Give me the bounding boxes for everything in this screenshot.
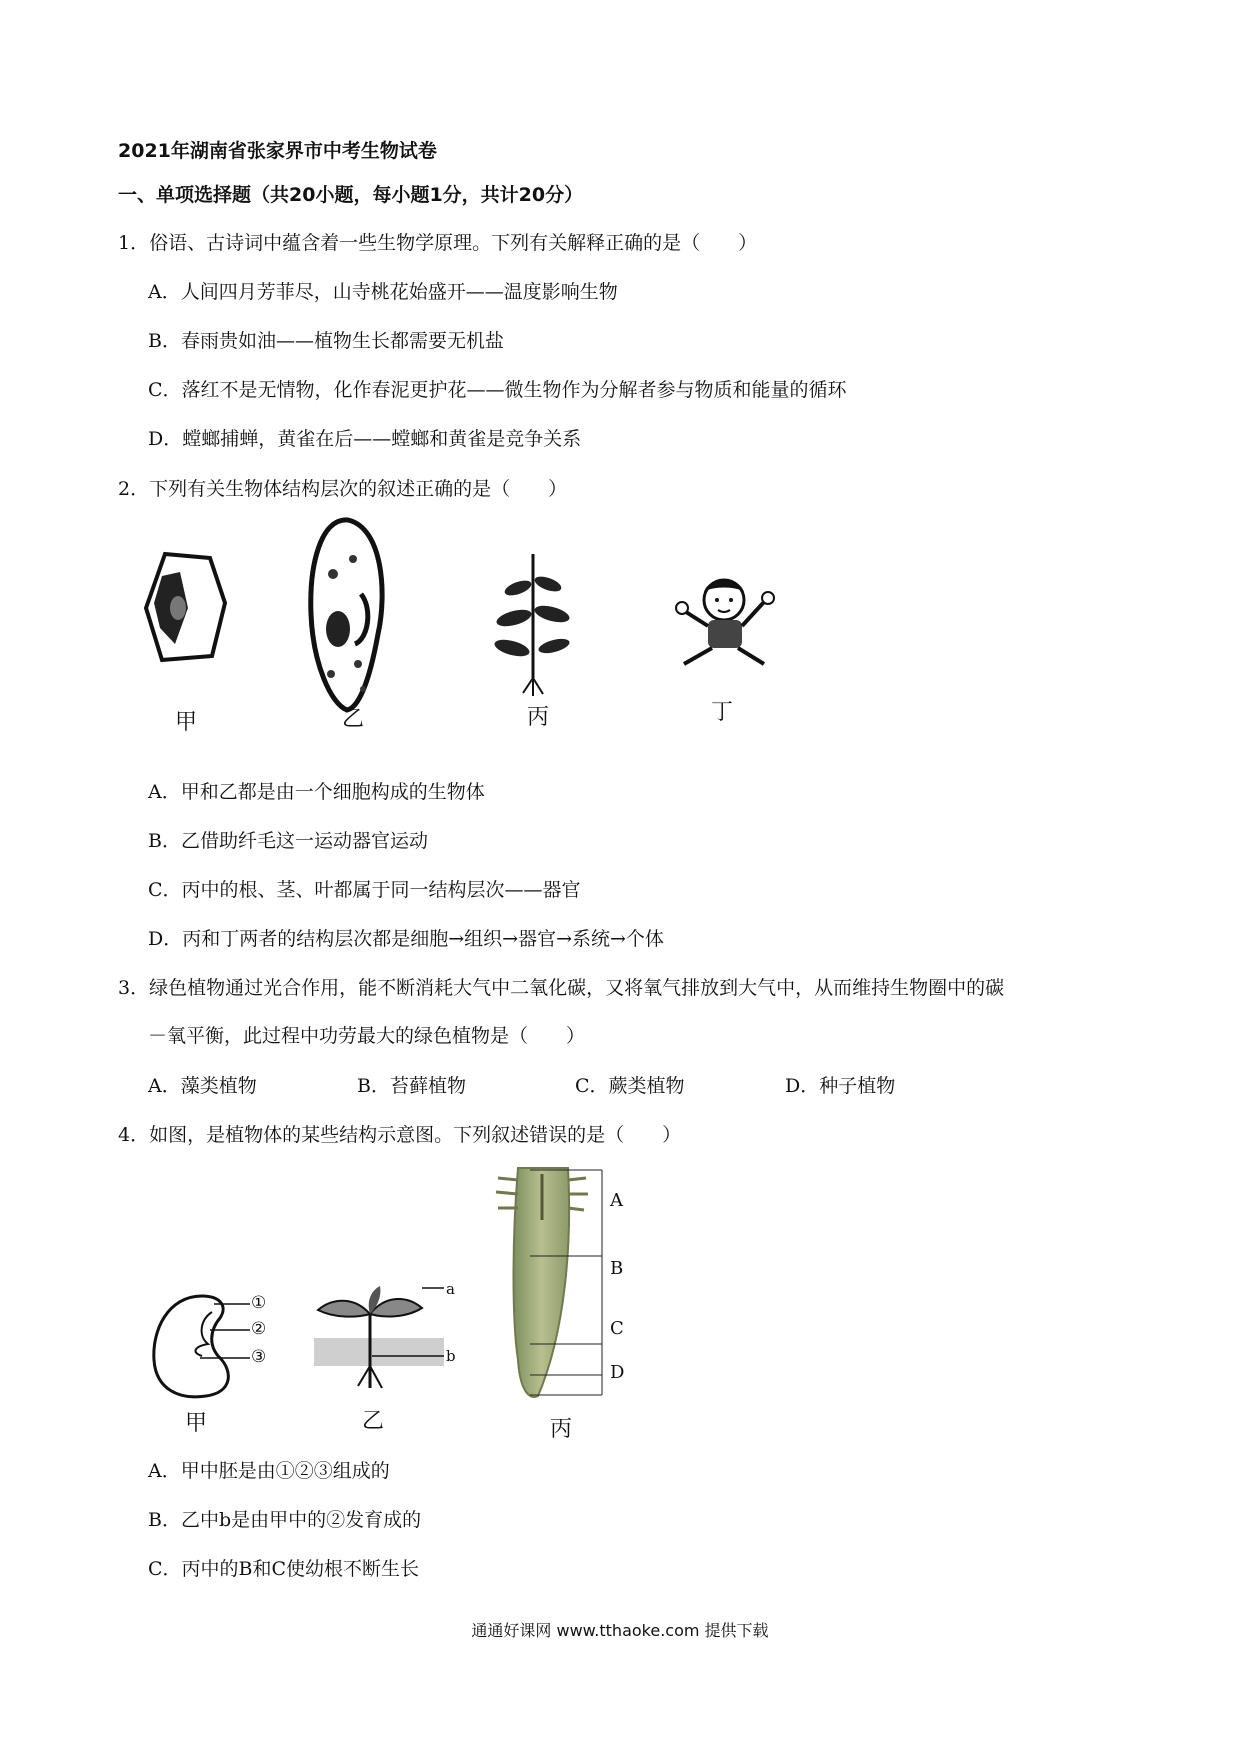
q2-figure-label-yi: 乙	[342, 707, 365, 732]
q4-option-c: C．丙中的B和C使幼根不断生长	[148, 1558, 420, 1580]
q2-option-d: D．丙和丁两者的结构层次都是细胞→组织→器官→系统→个体	[148, 928, 664, 950]
question-1-stem: 1．俗语、古诗词中蕴含着一些生物学原理。下列有关解释正确的是（ ）	[118, 232, 758, 254]
q2-figure-label-ding: 丁	[711, 700, 734, 725]
sprout-mark-b: b	[446, 1347, 456, 1365]
q1-option-a: A．人间四月芳菲尽，山寺桃花始盛开——温度影响生物	[148, 281, 618, 303]
q4-figure-label-jia: 甲	[185, 1411, 208, 1436]
child-illustration	[664, 572, 794, 672]
q4-figure-label-yi: 乙	[362, 1409, 385, 1434]
q3-option-b: B．苔藓植物	[357, 1075, 466, 1097]
q3-option-c: C．蕨类植物	[575, 1075, 685, 1097]
sprout-mark-a: a	[446, 1280, 455, 1298]
q4-option-a: A．甲中胚是由①②③组成的	[148, 1460, 390, 1482]
plant-illustration	[488, 548, 578, 698]
q4-option-b: B．乙中b是由甲中的②发育成的	[148, 1509, 422, 1531]
root-zone-a: A	[610, 1190, 623, 1211]
q2-option-a: A．甲和乙都是由一个细胞构成的生物体	[148, 781, 485, 803]
q2-option-c: C．丙中的根、茎、叶都属于同一结构层次——器官	[148, 879, 581, 901]
root-zone-d: D	[610, 1362, 625, 1383]
question-3-stem-line2: －氧平衡，此过程中功劳最大的绿色植物是（ ）	[148, 1025, 586, 1047]
q2-option-b: B．乙借助纤毛这一运动器官运动	[148, 830, 428, 852]
root-zone-c: C	[610, 1318, 624, 1339]
seed-mark-3: ③	[251, 1347, 267, 1367]
q2-figure-label-bing: 丙	[527, 705, 550, 730]
section-heading: 一、单项选择题（共20小题，每小题1分，共计20分）	[118, 184, 584, 206]
q1-option-b: B．春雨贵如油——植物生长都需要无机盐	[148, 330, 504, 352]
question-3-stem-line1: 3．绿色植物通过光合作用，能不断消耗大气中二氧化碳，又将氧气排放到大气中，从而维持生物圈中的碳	[118, 977, 1005, 999]
root-zone-b: B	[610, 1258, 624, 1279]
paramecium-illustration	[303, 514, 393, 714]
q1-option-d: D．螳螂捕蝉，黄雀在后——螳螂和黄雀是竞争关系	[148, 428, 582, 450]
q4-figure-label-bing: 丙	[550, 1417, 573, 1442]
plant-cell-illustration	[140, 548, 230, 668]
seed-mark-2: ②	[251, 1319, 267, 1339]
q2-figure-label-jia: 甲	[175, 710, 198, 735]
q3-option-a: A．藻类植物	[148, 1075, 257, 1097]
exam-title: 2021年湖南省张家界市中考生物试卷	[118, 140, 437, 162]
seedling-illustration	[310, 1278, 460, 1398]
q3-option-d: D．种子植物	[785, 1075, 896, 1097]
question-2-stem: 2．下列有关生物体结构层次的叙述正确的是（ ）	[118, 478, 568, 500]
seed-mark-1: ①	[251, 1293, 267, 1313]
page-footer: 通通好课网 www.tthaoke.com 提供下载	[471, 1621, 769, 1640]
q1-option-c: C．落红不是无情物，化作春泥更护花——微生物作为分解者参与物质和能量的循环	[148, 379, 847, 401]
question-4-stem: 4．如图，是植物体的某些结构示意图。下列叙述错误的是（ ）	[118, 1124, 682, 1146]
